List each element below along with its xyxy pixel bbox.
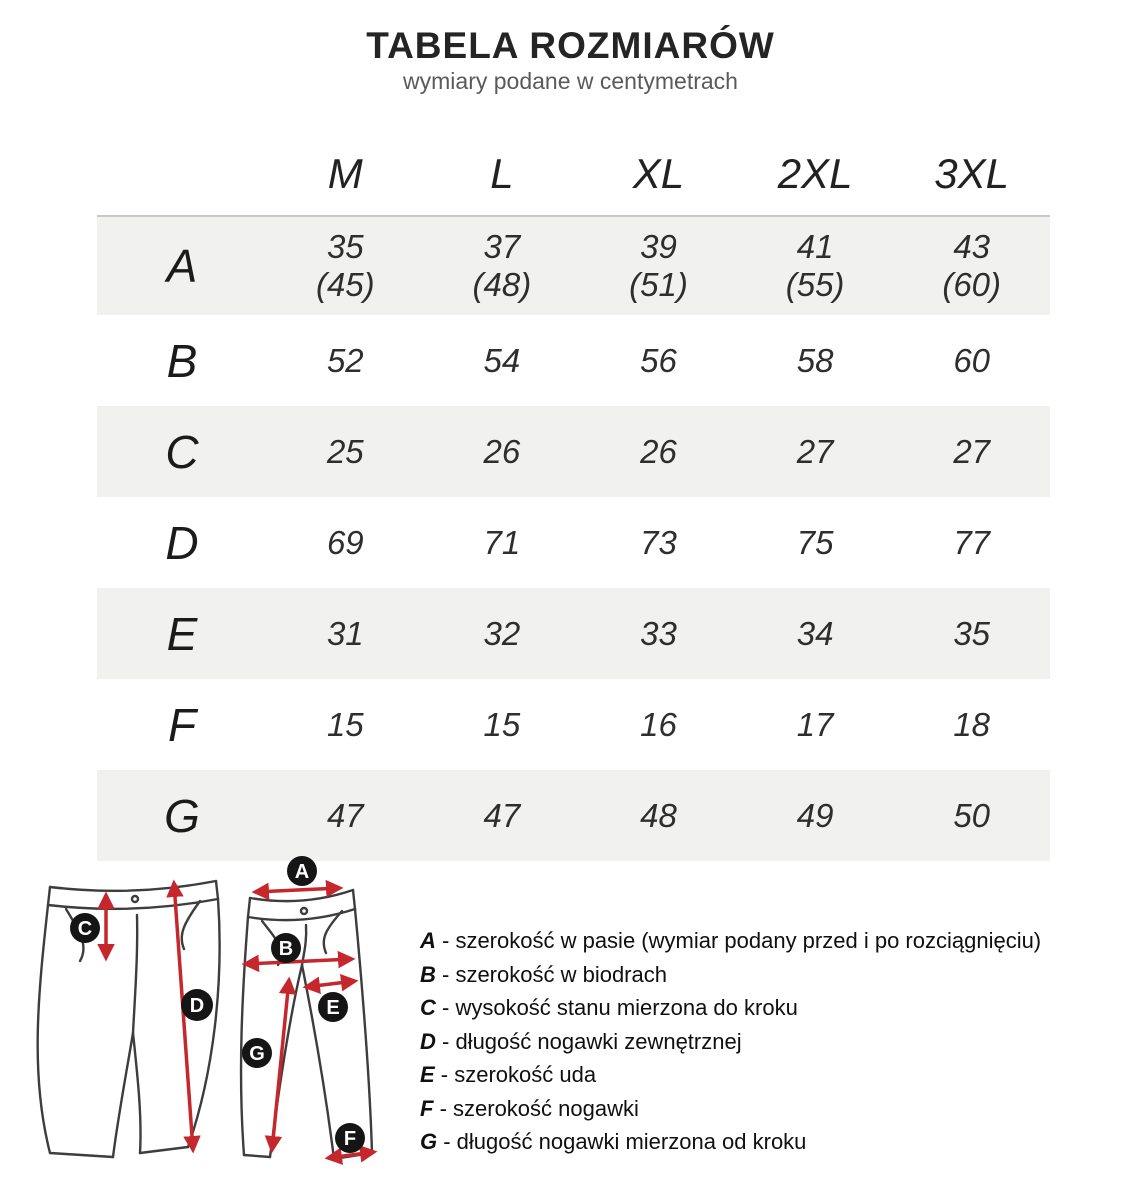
size-value-line: (48): [472, 266, 532, 303]
size-column-header-m: M: [327, 150, 363, 197]
measurement-legend: [420, 924, 1136, 1159]
size-value-cell: [580, 433, 737, 471]
size-value-line: 35: [326, 228, 364, 266]
size-row-d: [97, 497, 1050, 588]
marker-e: [318, 992, 348, 1022]
size-value-cell: [267, 433, 424, 471]
size-value-line: 32: [483, 614, 521, 652]
size-row-b: [97, 315, 1050, 406]
size-value-cell: [580, 342, 737, 380]
size-value-line: 16: [640, 705, 677, 743]
size-value-cell: [893, 797, 1050, 835]
legend-letter: A: [420, 928, 436, 953]
size-value-line: 15: [326, 705, 364, 743]
marker-g: [242, 1038, 272, 1068]
legend-letter: G: [420, 1129, 438, 1154]
legend-text: - szerokość uda: [434, 1062, 597, 1087]
pants-measurement-diagram: [28, 855, 428, 1170]
legend-item-g: [420, 1125, 1136, 1159]
size-value-cell: [737, 615, 894, 653]
size-value-cell: [424, 524, 581, 562]
size-value-cell: [424, 342, 581, 380]
size-value-cell: [424, 706, 581, 744]
size-value-line: 25: [326, 432, 364, 470]
size-value-cell: [424, 433, 581, 471]
size-row-f: [97, 679, 1050, 770]
size-value-line: 17: [796, 705, 834, 743]
legend-letter: D: [420, 1028, 436, 1054]
size-value-line: (55): [785, 266, 845, 303]
size-value-line: 56: [640, 341, 677, 379]
size-column-header-3xl: 3XL: [934, 150, 1010, 197]
legend-text: - szerokość nogawki: [433, 1095, 639, 1121]
size-value-line: 49: [796, 796, 834, 834]
legend-item-c: [420, 991, 1136, 1025]
row-label-f: F: [167, 698, 197, 751]
size-value-cell: [580, 706, 737, 744]
size-value-cell: [893, 228, 1050, 304]
size-value-line: 48: [640, 796, 677, 834]
arrow-g: [272, 980, 289, 1150]
svg-text:E: E: [326, 997, 340, 1019]
marker-c: [70, 913, 100, 943]
size-column-header-xl: XL: [632, 150, 685, 197]
size-column-header-2xl: 2XL: [777, 150, 853, 197]
size-value-cell: [737, 342, 894, 380]
size-value-cell: [737, 228, 894, 304]
size-value-line: 26: [483, 432, 521, 470]
size-value-cell: [267, 342, 424, 380]
size-value-cell: [424, 615, 581, 653]
size-value-line: 77: [953, 523, 991, 561]
size-value-line: 34: [796, 614, 834, 652]
size-value-cell: [893, 615, 1050, 653]
size-value-line: 54: [483, 341, 521, 379]
size-value-line: 15: [483, 705, 521, 743]
size-value-line: 58: [796, 341, 834, 379]
arrow-b: [245, 959, 352, 964]
size-value-line: (60): [942, 266, 1002, 303]
svg-text:D: D: [189, 995, 205, 1017]
svg-text:G: G: [249, 1043, 265, 1065]
size-value-cell: [893, 342, 1050, 380]
legend-item-b: [420, 958, 1136, 992]
marker-b: [271, 933, 301, 963]
size-value-cell: [580, 615, 737, 653]
legend-item-d: [420, 1025, 1136, 1059]
size-value-line: 31: [326, 614, 364, 652]
legend-text: - szerokość w biodrach: [435, 961, 667, 987]
marker-f: [335, 1123, 365, 1153]
page-subtitle: wymiary podane w centymetrach: [403, 67, 738, 94]
size-value-line: 50: [953, 796, 991, 834]
legend-item-f: [420, 1092, 1136, 1126]
size-value-line: 71: [483, 523, 521, 561]
legend-text: - wysokość stanu mierzona do kroku: [435, 995, 798, 1020]
size-value-line: 47: [483, 796, 521, 834]
size-value-cell: [580, 797, 737, 835]
size-column-header-l: L: [490, 150, 514, 197]
size-value-cell: [580, 228, 737, 304]
size-value-cell: [267, 797, 424, 835]
size-value-cell: [267, 228, 424, 304]
legend-item-e: [420, 1058, 1136, 1092]
size-value-cell: [893, 706, 1050, 744]
legend-text: - długość nogawki zewnętrznej: [435, 1028, 742, 1054]
legend-letter: E: [420, 1062, 435, 1087]
size-row-e: [97, 588, 1050, 679]
row-label-b: B: [166, 334, 198, 387]
size-value-line: 75: [796, 523, 834, 561]
legend-text: - długość nogawki mierzona od kroku: [437, 1129, 807, 1154]
legend-letter: F: [420, 1095, 434, 1121]
size-value-cell: [267, 524, 424, 562]
size-value-cell: [424, 797, 581, 835]
size-value-cell: [893, 524, 1050, 562]
size-value-line: 41: [796, 228, 834, 266]
row-label-a: A: [166, 240, 198, 292]
size-value-line: 52: [326, 341, 364, 379]
size-value-cell: [580, 524, 737, 562]
size-value-line: 39: [640, 228, 677, 266]
size-value-line: 27: [796, 432, 834, 470]
size-value-cell: [267, 615, 424, 653]
size-value-line: 18: [953, 705, 991, 743]
size-value-cell: [737, 706, 894, 744]
row-label-g: G: [164, 789, 200, 842]
svg-text:F: F: [343, 1128, 357, 1150]
size-value-line: 27: [953, 432, 991, 470]
svg-text:A: A: [294, 861, 310, 883]
size-value-line: 73: [640, 523, 677, 561]
size-value-cell: [737, 524, 894, 562]
row-label-d: D: [165, 516, 199, 569]
svg-text:B: B: [278, 938, 294, 960]
size-value-line: (51): [629, 266, 688, 303]
page-title: TABELA ROZMIARÓW: [366, 25, 775, 66]
size-value-line: 26: [640, 432, 677, 470]
size-table: [97, 133, 1050, 861]
size-row-a: [97, 215, 1050, 315]
size-value-cell: [737, 433, 894, 471]
size-value-line: 47: [326, 796, 364, 834]
size-value-cell: [424, 228, 581, 304]
arrow-e: [306, 981, 355, 987]
legend-letter: C: [420, 995, 436, 1020]
size-value-cell: [267, 706, 424, 744]
marker-a: [287, 856, 317, 886]
size-value-line: 37: [483, 228, 521, 266]
size-value-line: 69: [326, 523, 364, 561]
size-value-line: 60: [953, 341, 991, 379]
legend-letter: B: [420, 961, 436, 987]
size-value-cell: [737, 797, 894, 835]
size-value-line: 33: [640, 614, 677, 652]
arrow-a: [255, 888, 340, 892]
row-label-e: E: [166, 607, 198, 660]
pants-outline-right: [241, 890, 372, 1159]
size-row-c: [97, 406, 1050, 497]
size-value-cell: [893, 433, 1050, 471]
size-value-line: (45): [315, 266, 375, 303]
size-value-line: 35: [953, 614, 991, 652]
svg-text:C: C: [77, 918, 93, 940]
marker-d: [181, 989, 213, 1021]
page-header: [0, 26, 1141, 95]
size-row-g: [97, 770, 1050, 861]
size-value-line: 43: [953, 228, 991, 266]
row-label-c: C: [165, 425, 199, 478]
legend-item-a: [420, 924, 1136, 958]
legend-text: - szerokość w pasie (wymiar podany przed i po rozciągnięciu): [435, 928, 1042, 953]
size-header-row: [97, 133, 1050, 215]
